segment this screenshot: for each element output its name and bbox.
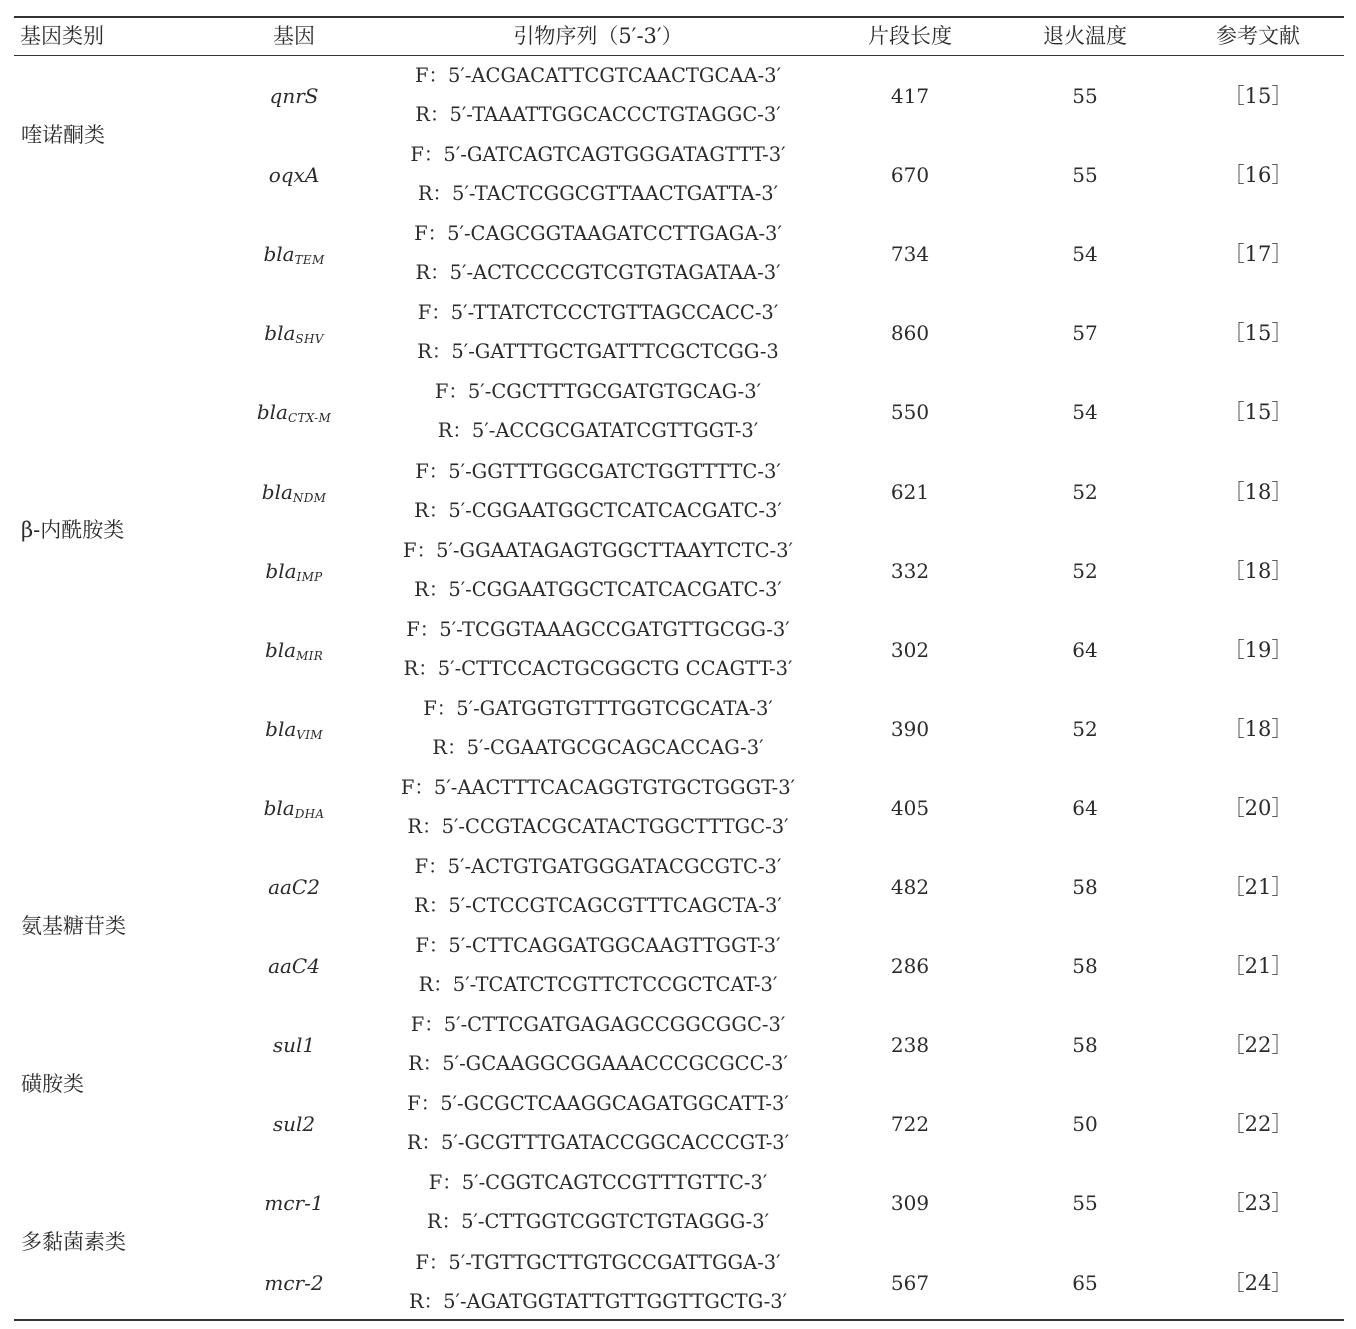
reference: ［18］ xyxy=(1223,716,1293,741)
reference: ［19］ xyxy=(1223,637,1293,662)
gene-name: aaC2 xyxy=(268,875,320,899)
header-length: 片段长度 xyxy=(868,24,952,48)
reference: ［15］ xyxy=(1223,400,1293,425)
reference: ［16］ xyxy=(1223,163,1293,188)
annealing-temperature: 54 xyxy=(1072,400,1098,425)
table-row xyxy=(14,294,1344,373)
category-aminoglycoside: 氨基糖苷类 xyxy=(21,914,126,938)
annealing-temperature: 52 xyxy=(1072,558,1098,583)
forward-primer: F：5′-GATCAGTCAGTGGGATAGTTT-3′ xyxy=(410,143,786,167)
table-row xyxy=(14,690,1344,769)
reference: ［17］ xyxy=(1223,242,1293,267)
forward-primer: F：5′-ACTGTGATGGGATACGCGTC-3′ xyxy=(414,855,782,878)
table-row xyxy=(14,1244,1344,1323)
fragment-length: 238 xyxy=(890,1033,930,1058)
reference: ［23］ xyxy=(1223,1191,1293,1216)
table-row xyxy=(14,1085,1344,1164)
forward-primer: F：5′-TGTTGCTTGTGCCGATTGGA-3′ xyxy=(415,1250,781,1274)
fragment-length: 482 xyxy=(890,875,930,899)
gene-name: sul1 xyxy=(272,1033,316,1058)
annealing-temperature: 58 xyxy=(1072,954,1098,979)
forward-primer: F：5′-GATGGTGTTTGGTCGCATA-3′ xyxy=(423,696,773,720)
annealing-temperature: 58 xyxy=(1072,875,1098,899)
table-row xyxy=(14,532,1344,611)
reverse-primer: R：5′-GCGTTTGATACCGGCACCCGT-3′ xyxy=(406,1131,790,1155)
fragment-length: 860 xyxy=(890,321,930,346)
gene-name: oqxA xyxy=(268,163,320,188)
reverse-primer: R：5′-TCATCTCGTTCTCCGCTCAT-3′ xyxy=(418,973,778,997)
annealing-temperature: 55 xyxy=(1072,84,1098,108)
reference: ［18］ xyxy=(1223,558,1293,583)
reverse-primer: R：5′-GCAAGGCGGAAACCCGCGCC-3′ xyxy=(408,1052,788,1076)
reference: ［20］ xyxy=(1223,795,1293,820)
category-quinolone: 喹诺酮类 xyxy=(21,123,105,147)
gene-name: bla$_{NDM}$ xyxy=(261,479,327,505)
header-reference: 参考文献 xyxy=(1216,24,1300,48)
reverse-primer: R：5′-CGGAATGGCTCATCACGATC-3′ xyxy=(414,498,782,522)
gene-name: bla$_{MIR}$ xyxy=(264,637,324,663)
annealing-temperature: 55 xyxy=(1072,1191,1098,1216)
annealing-temperature: 52 xyxy=(1072,479,1098,504)
reference: ［24］ xyxy=(1223,1270,1293,1295)
reverse-primer: R：5′-CTCCGTCAGCGTTTCAGCTA-3′ xyxy=(414,894,782,917)
table-row xyxy=(14,1164,1344,1243)
fragment-length: 567 xyxy=(890,1270,930,1295)
fragment-length: 390 xyxy=(890,716,930,741)
annealing-temperature: 64 xyxy=(1072,795,1098,820)
forward-primer: F：5′-GGAATAGAGTGGCTTAAYTCTC-3′ xyxy=(403,538,793,562)
annealing-temperature: 65 xyxy=(1072,1270,1098,1295)
table-row xyxy=(14,927,1344,1006)
annealing-temperature: 52 xyxy=(1072,716,1098,741)
table-row xyxy=(14,373,1344,452)
gene-name: bla$_{SHV}$ xyxy=(264,321,324,347)
table-row xyxy=(14,57,1344,136)
table-row xyxy=(14,848,1344,927)
header-primer: 引物序列（5′-3′） xyxy=(513,24,683,48)
forward-primer: F：5′-TTATCTCCCTGTTAGCCACC-3′ xyxy=(417,301,779,325)
reverse-primer: R：5′-TACTCGGCGTTAACTGATTA-3′ xyxy=(417,182,779,206)
fragment-length: 302 xyxy=(890,637,930,662)
gene-name: bla$_{IMP}$ xyxy=(265,558,323,584)
category-sulfonamide: 磺胺类 xyxy=(21,1072,84,1096)
reverse-primer: R：5′-CTTCCACTGCGGCTG CCAGTT-3′ xyxy=(403,656,793,680)
forward-primer: F：5′-CGCTTTGCGATGTGCAG-3′ xyxy=(434,380,762,404)
bottom-rule xyxy=(14,1319,1344,1321)
fragment-length: 550 xyxy=(890,400,930,425)
gene-name: bla$_{DHA}$ xyxy=(263,795,325,821)
annealing-temperature: 54 xyxy=(1072,242,1098,267)
reference: ［18］ xyxy=(1223,479,1293,504)
table-row xyxy=(14,136,1344,215)
forward-primer: F：5′-CAGCGGTAAGATCCTTGAGA-3′ xyxy=(414,222,782,246)
table-row xyxy=(14,611,1344,690)
table-row xyxy=(14,215,1344,294)
annealing-temperature: 58 xyxy=(1072,1033,1098,1058)
gene-name: mcr-2 xyxy=(264,1270,324,1295)
reverse-primer: R：5′-AGATGGTATTGTTGGTTGCTG-3′ xyxy=(408,1289,788,1313)
fragment-length: 670 xyxy=(890,163,930,188)
reference: ［15］ xyxy=(1223,321,1293,346)
table-row xyxy=(14,769,1344,848)
forward-primer: F：5′-GGTTTGGCGATCTGGTTTTC-3′ xyxy=(415,459,781,483)
gene-name: qnrS xyxy=(269,84,319,108)
annealing-temperature: 64 xyxy=(1072,637,1098,662)
table-row xyxy=(14,453,1344,532)
header-category: 基因类别 xyxy=(20,24,104,48)
table-row xyxy=(14,1006,1344,1085)
gene-name: bla$_{CTX-M}$ xyxy=(256,400,332,426)
reverse-primer: R：5′-CGGAATGGCTCATCACGATC-3′ xyxy=(414,577,782,601)
reverse-primer: R：5′-GATTTGCTGATTTCGCTCGG-3 xyxy=(417,340,779,364)
reference: ［15］ xyxy=(1223,84,1293,108)
fragment-length: 309 xyxy=(890,1191,930,1216)
reverse-primer: R：5′-CTTGGTCGGTCTGTAGGG-3′ xyxy=(426,1210,770,1234)
gene-name: aaC4 xyxy=(268,954,320,979)
forward-primer: F：5′-AACTTTCACAGGTGTGCTGGGT-3′ xyxy=(400,775,796,799)
reverse-primer: R：5′-CCGTACGCATACTGGCTTTGC-3′ xyxy=(407,814,789,838)
reference: ［21］ xyxy=(1223,954,1293,979)
fragment-length: 621 xyxy=(890,479,930,504)
reverse-primer: R：5′-CGAATGCGCAGCACCAG-3′ xyxy=(432,735,764,759)
fragment-length: 734 xyxy=(890,242,930,267)
gene-name: sul2 xyxy=(272,1112,316,1137)
header-anneal-temp: 退火温度 xyxy=(1043,24,1127,48)
forward-primer: F：5′-ACGACATTCGTCAACTGCAA-3′ xyxy=(414,64,782,87)
gene-name: bla$_{VIM}$ xyxy=(265,716,323,742)
fragment-length: 417 xyxy=(890,84,930,108)
category-polymyxin: 多黏菌素类 xyxy=(21,1230,126,1254)
reverse-primer: R：5′-ACTCCCCGTCGTGTAGATAA-3′ xyxy=(415,261,781,285)
gene-name: mcr-1 xyxy=(264,1191,324,1216)
forward-primer: F：5′-TCGGTAAAGCCGATGTTGCGG-3′ xyxy=(406,617,790,641)
gene-name: bla$_{TEM}$ xyxy=(263,242,325,268)
reference: ［22］ xyxy=(1223,1033,1293,1058)
fragment-length: 286 xyxy=(890,954,930,979)
header-rule xyxy=(14,55,1344,56)
forward-primer: F：5′-CTTCGATGAGAGCCGGCGGC-3′ xyxy=(410,1013,786,1037)
annealing-temperature: 50 xyxy=(1072,1112,1098,1137)
forward-primer: F：5′-CTTCAGGATGGCAAGTTGGT-3′ xyxy=(415,934,781,958)
forward-primer: F：5′-GCGCTCAAGGCAGATGGCATT-3′ xyxy=(407,1092,789,1116)
category-beta-lactam: β-内酰胺类 xyxy=(21,518,125,542)
reverse-primer: R：5′-ACCGCGATATCGTTGGT-3′ xyxy=(437,419,759,443)
reference: ［21］ xyxy=(1223,875,1293,899)
header-gene: 基因 xyxy=(273,24,315,48)
fragment-length: 405 xyxy=(890,795,930,820)
forward-primer: F：5′-CGGTCAGTCCGTTTGTTC-3′ xyxy=(428,1171,768,1195)
annealing-temperature: 55 xyxy=(1072,163,1098,188)
reverse-primer: R：5′-TAAATTGGCACCCTGTAGGC-3′ xyxy=(415,103,781,126)
fragment-length: 722 xyxy=(890,1112,930,1137)
reference: ［22］ xyxy=(1223,1112,1293,1137)
fragment-length: 332 xyxy=(890,558,930,583)
annealing-temperature: 57 xyxy=(1072,321,1098,346)
top-rule xyxy=(14,16,1344,18)
